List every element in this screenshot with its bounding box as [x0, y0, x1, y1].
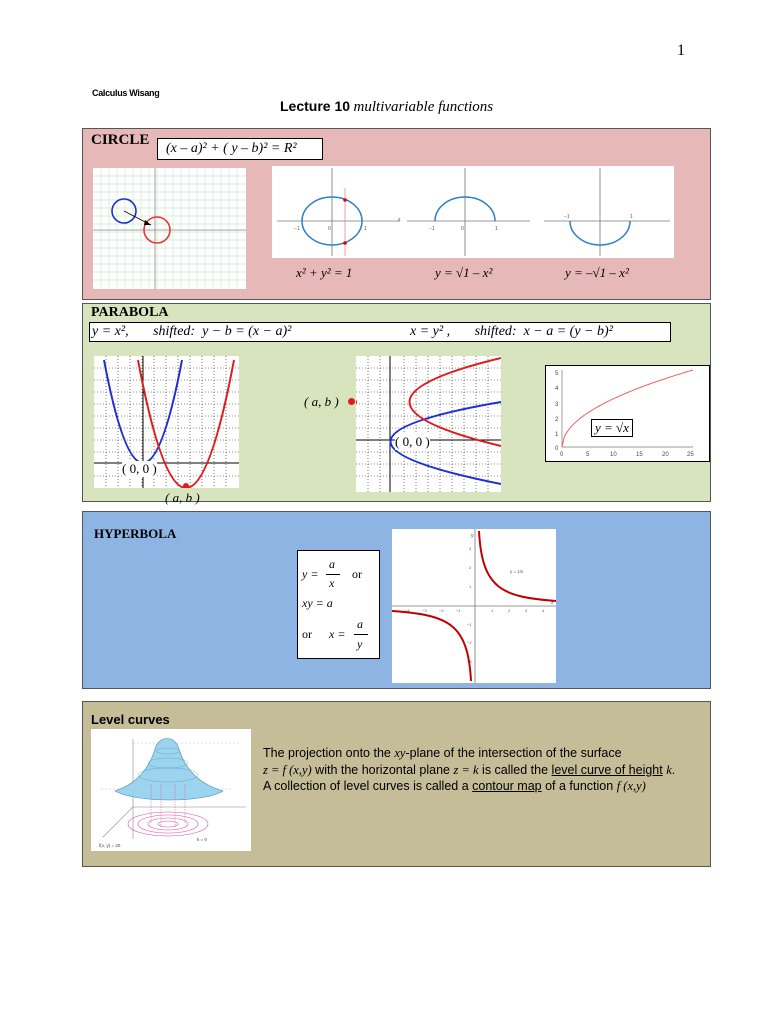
- svg-text:0: 0: [461, 226, 464, 232]
- parabola-vertical-figure: [94, 356, 239, 488]
- parabola-formula-right: x = y² , shifted: x − a = (y − b)²: [410, 324, 613, 339]
- sqrt-xtick-15: 15: [636, 452, 643, 458]
- svg-text:−2: −2: [439, 608, 444, 613]
- circle-formula: (x – a)² + ( y – b)² = R²: [157, 138, 323, 160]
- svg-text:1: 1: [630, 214, 633, 220]
- level-text-xy: xy: [394, 746, 406, 760]
- level-line-3: [263, 778, 688, 795]
- title-lecture: Lecture 10: [280, 98, 351, 114]
- parabola-horizontal-figure: [356, 356, 501, 492]
- sqrt-xtick-20: 20: [662, 452, 669, 458]
- author-label: Calculus Wisang: [92, 88, 160, 98]
- level-fig-label-left: f(x, y) = 20: [99, 843, 121, 848]
- sqrt-ytick-2: 2: [555, 417, 559, 423]
- parabola-vertex2-dot: [348, 398, 355, 405]
- svg-text:3: 3: [525, 608, 528, 613]
- svg-text:−1: −1: [429, 226, 435, 232]
- hyp-or2: or: [302, 627, 312, 641]
- level-text-3b: of a function: [541, 779, 617, 793]
- level-curves-description: [263, 745, 688, 795]
- hyp-eq-xy: xy = a: [302, 596, 333, 610]
- sqrt-ytick-4: 4: [555, 386, 559, 392]
- hyperbola-title: HYPERBOLA: [94, 526, 177, 541]
- hyp-frac1-bar: [326, 574, 340, 575]
- sqrt-ytick-3: 3: [555, 402, 559, 408]
- svg-text:−1: −1: [456, 608, 461, 613]
- svg-text:4: 4: [542, 608, 545, 613]
- svg-text:1: 1: [364, 226, 367, 232]
- hyp-curve-label: y = 1/x: [510, 569, 524, 574]
- svg-text:−4: −4: [405, 608, 410, 613]
- svg-text:3: 3: [469, 546, 472, 551]
- hyp-axis-x: x: [551, 600, 554, 606]
- parabola-label-origin1: ( 0, 0 ): [122, 461, 157, 476]
- circle-title: CIRCLE: [91, 132, 150, 148]
- level-text-fxy: f (x,y): [616, 779, 646, 793]
- svg-text:2: 2: [508, 608, 511, 613]
- parabola-label-vertex2: ( a, b ): [304, 394, 339, 409]
- parabola-formula-left: y = x², shifted: y − b = (x − a)²: [92, 324, 292, 339]
- level-curves-title: Level curves: [91, 712, 170, 727]
- level-text-1a: The projection onto the: [263, 746, 395, 760]
- level-text-2b: is called the: [478, 762, 552, 777]
- level-text-level-curve: level curve of height: [551, 762, 663, 777]
- parabola-label-vertex1: ( a, b ): [165, 490, 200, 505]
- level-text-zk: z = k: [453, 762, 479, 777]
- svg-text:1: 1: [491, 608, 494, 613]
- svg-text:2: 2: [469, 565, 472, 570]
- hyp-frac2-num: a: [357, 617, 363, 631]
- hyp-axis-y: y: [471, 533, 474, 539]
- level-text-dot: .: [671, 762, 676, 777]
- hyp-frac2-den: y: [357, 637, 363, 651]
- page-number: 1: [677, 42, 685, 59]
- sqrt-xtick-0: 0: [560, 452, 564, 458]
- parabola-label-origin2: ( 0, 0 ): [395, 434, 430, 449]
- hyperbola-equations: [297, 550, 380, 659]
- svg-text:0: 0: [328, 226, 331, 232]
- sqrt-chart: [546, 366, 709, 461]
- hyp-eq-x: x =: [329, 627, 346, 641]
- level-text-zf: z = f (x,y): [263, 762, 312, 777]
- sqrt-ytick-1: 1: [555, 432, 559, 438]
- svg-text:−1: −1: [294, 226, 300, 232]
- hyp-frac1-den: x: [329, 576, 335, 590]
- level-line-2: [263, 762, 688, 779]
- level-text-contour-map: contour map: [472, 779, 542, 793]
- sqrt-label: y = √x: [591, 419, 633, 437]
- level-text-3a: A collection of level curves is called a: [263, 779, 473, 793]
- page-title: [280, 98, 493, 116]
- sqrt-ytick-0: 0: [555, 446, 559, 452]
- parabola-title: PARABOLA: [91, 305, 169, 320]
- hyp-frac2-bar: [354, 634, 368, 635]
- circle-caption-3: y = –√1 – x²: [565, 265, 629, 280]
- sqrt-xtick-10: 10: [610, 452, 617, 458]
- parabola-formula-bar: [89, 322, 671, 342]
- svg-text:x: x: [398, 217, 401, 223]
- sqrt-xtick-25: 25: [687, 452, 694, 458]
- svg-text:−3: −3: [467, 659, 472, 664]
- level-text-1b: -plane of the intersection of the surface: [405, 746, 622, 760]
- svg-text:−1: −1: [564, 214, 570, 220]
- hyp-frac1-num: a: [329, 557, 335, 571]
- svg-text:−1: −1: [467, 622, 472, 627]
- svg-text:1: 1: [469, 584, 472, 589]
- svg-text:−3: −3: [422, 608, 427, 613]
- hyp-eq-y: y =: [302, 567, 319, 581]
- sqrt-ytick-5: 5: [555, 371, 559, 377]
- svg-text:1: 1: [495, 226, 498, 232]
- level-curves-figure: [91, 729, 251, 851]
- level-text-2a: with the horizontal plane: [311, 762, 454, 777]
- circle-plots-figure: [272, 166, 674, 258]
- circle-grid-figure: [93, 168, 246, 289]
- hyperbola-figure: [392, 529, 556, 683]
- title-topic: multivariable functions: [353, 99, 494, 115]
- level-fig-label-right: k = 0: [197, 837, 207, 842]
- svg-text:−2: −2: [467, 640, 472, 645]
- level-line-1: [263, 745, 688, 762]
- circle-caption-2: y = √1 – x²: [435, 265, 493, 280]
- level-text-k: k: [666, 762, 672, 777]
- circle-caption-1: x² + y² = 1: [296, 265, 353, 280]
- hyp-or1: or: [352, 567, 362, 581]
- sqrt-xtick-5: 5: [586, 452, 590, 458]
